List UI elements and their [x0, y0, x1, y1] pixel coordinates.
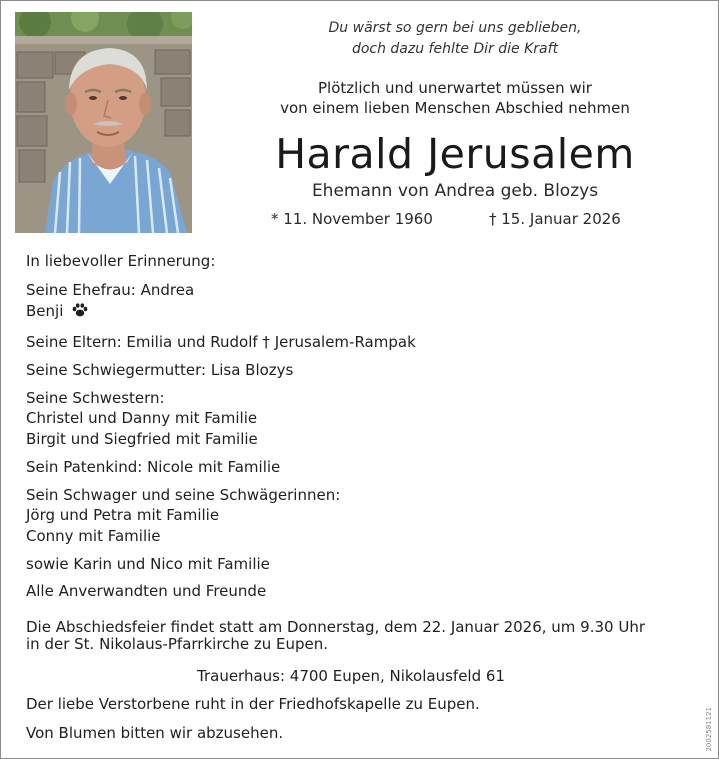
sister-entry: Christel und Danny mit Familie [26, 409, 258, 427]
paw-icon [72, 303, 88, 317]
sister-entry: Birgit und Siegfried mit Familie [26, 430, 258, 448]
verse-line: doch dazu fehlte Dir die Kraft [351, 41, 559, 57]
sisters-heading: Seine Schwestern: [26, 389, 165, 407]
verse [197, 18, 713, 60]
intro-text [197, 78, 713, 118]
birth-date: * 11. November 1960 [271, 210, 433, 228]
service-line: Die Abschiedsfeier findet statt am Donnerstag, dem 22. Januar 2026, um 9.30 Uhr [26, 618, 645, 636]
portrait-photo [15, 12, 192, 233]
memory-heading: In liebevoller Erinnerung: [26, 252, 216, 270]
in-law-entry: Jörg und Petra mit Familie [26, 506, 220, 524]
intro-line: von einem lieben Menschen Abschied nehmen [280, 99, 630, 117]
service-line: in der St. Nikolaus-Pfarrkirche zu Eupen. [26, 635, 329, 653]
family-godchild: Sein Patenkind: Nicole mit Familie [26, 458, 281, 476]
mourning-house: Trauerhaus: 4700 Eupen, Nikolausfeld 61 [197, 667, 505, 685]
spouse-line: Ehemann von Andrea geb. Blozys [311, 181, 599, 201]
death-date: † 15. Januar 2026 [489, 210, 621, 228]
family-parents: Seine Eltern: Emilia und Rudolf † Jerusalem-Rampak [26, 333, 416, 351]
verse-line: Du wärst so gern bei uns geblieben, [328, 20, 582, 36]
in-law-entry: Conny mit Familie [26, 527, 161, 545]
flowers-note: Von Blumen bitten wir abzusehen. [26, 724, 284, 742]
family-wife: Seine Ehefrau: Andrea [26, 281, 195, 299]
in-law-entry: sowie Karin und Nico mit Familie [26, 555, 270, 573]
intro-line: Plötzlich und unerwartet müssen wir [318, 79, 592, 97]
family-relatives: Alle Anverwandten und Freunde [26, 582, 267, 600]
deceased-name: Harald Jerusalem [275, 130, 635, 178]
resting-place: Der liebe Verstorbene ruht in der Friedhofskapelle zu Eupen. [26, 695, 480, 713]
pet-name: Benji [26, 302, 64, 320]
serial-number: 2002581121 [705, 707, 713, 752]
family-pet [26, 301, 88, 322]
in-laws-heading: Sein Schwager und seine Schwägerinnen: [26, 486, 341, 504]
family-mother-in-law: Seine Schwiegermutter: Lisa Blozys [26, 361, 294, 379]
